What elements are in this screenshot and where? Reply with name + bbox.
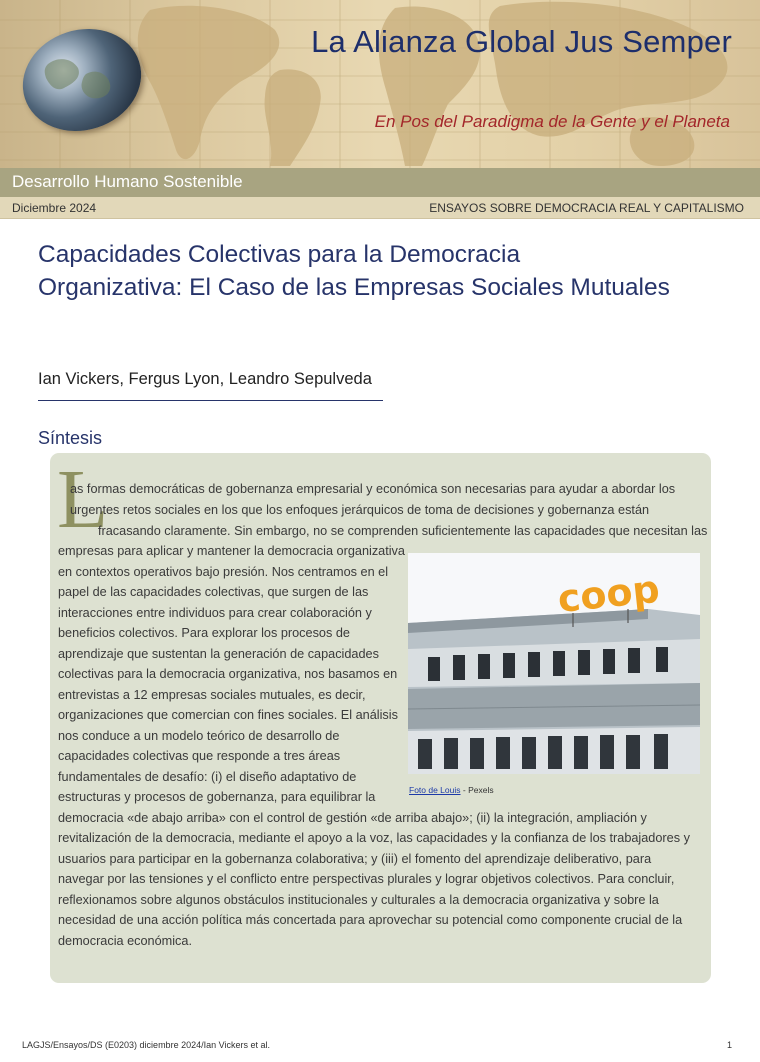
photo-credit-source: - Pexels (460, 785, 494, 795)
abstract-line: reflexionamos sobre algunos obstáculos institucionales y culturales a la democracia organizativa y sobre la (58, 893, 659, 907)
authors: Ian Vickers, Fergus Lyon, Leandro Sepulveda (38, 370, 372, 388)
abstract-line: estructuras y procesos de gobernanza, para equilibrar la (58, 790, 376, 804)
coop-sign: coop (555, 566, 662, 622)
abstract-line: interacciones entre individuos para crear colaboración y (58, 606, 372, 620)
document-title-line-2: Organizativa: El Caso de las Empresas Sociales Mutuales (38, 274, 670, 301)
document-title-line-1: Capacidades Colectivas para la Democracia (38, 241, 521, 268)
photo-credit-link[interactable]: Foto de Louis (409, 785, 461, 795)
footer-citation: LAGJS/Ensayos/DS (E0203) diciembre 2024/Ian Vickers et al. (22, 1040, 270, 1050)
abstract-line: navegar por las tensiones y el conflicto entre perspectivas plurales y lograr objetivos colectivos. Para concluir, (58, 872, 675, 886)
header-banner (0, 0, 760, 168)
authors-divider (38, 400, 383, 401)
abstract-line: fracasando claramente. Sin embargo, no se comprenden suficientemente las capacidades que necesitan las (98, 524, 708, 538)
abstract-line: urgentes retos sociales en los que los enfoques jerárquicos de toma de decisiones y gobernanza están (70, 503, 650, 517)
organization-title: La Alianza Global Jus Semper (311, 24, 732, 59)
section-label: Desarrollo Humano Sostenible (12, 172, 243, 191)
abstract-line: as formas democráticas de gobernanza empresarial y económica son necesarias para ayudar a abordar los (70, 482, 676, 496)
abstract-line: empresas para aplicar y mantener la democracia organizativa (58, 544, 405, 558)
abstract-line: entrevistas a 12 empresas sociales mutuales, es decir, (58, 688, 366, 702)
date-bar (0, 197, 760, 219)
abstract-line: colectivas para la democracia organizativa, nos basamos en (58, 667, 398, 681)
abstract-heading: Síntesis (38, 428, 103, 448)
abstract-line: nos conduce a un modelo teórico de desarrollo de (58, 729, 340, 743)
abstract-line: papel de las capacidades colectivas, que surgen de las (58, 585, 369, 599)
abstract-line: organizaciones que comercian con fines sociales. El análisis (58, 708, 398, 722)
drop-cap: L (57, 453, 109, 546)
series-name: ENSAYOS SOBRE DEMOCRACIA REAL Y CAPITALISMO (429, 201, 744, 215)
coop-building-photo (408, 553, 700, 774)
issue-date: Diciembre 2024 (12, 201, 97, 215)
section-bar (0, 168, 760, 197)
globe-continents-graphic (34, 44, 126, 114)
organization-tagline: En Pos del Paradigma de la Gente y el Planeta (374, 112, 730, 131)
abstract-line: usuarios para participar en la gobernanza colaborativa; y (iii) el fomento del aprendizaje deliberativo, para (58, 852, 652, 866)
abstract-line: aprendizaje que sustentan la generación de capacidades (58, 647, 379, 661)
abstract-line: necesidad de una acción política más concertada para aprovechar su potencial como componente crucial de la (58, 913, 683, 927)
abstract-line: beneficios colectivos. Para explorar los procesos de (58, 626, 350, 640)
abstract-line: revitalización de la democracia, mediante el apoyo a la voz, las capacidades y la confianza de los trabajadores y (58, 831, 690, 845)
abstract-line: en contextos operativos bajo presión. Nos centramos en el (58, 565, 389, 579)
document-title (38, 238, 738, 304)
abstract-line: democracia económica. (58, 934, 192, 948)
photo-caption (409, 785, 494, 795)
coop-building-illustration (408, 553, 700, 774)
abstract-line: capacidades colectivas que responde a tres áreas (58, 749, 341, 763)
page-number: 1 (726, 1040, 732, 1050)
abstract-line: democracia «de abajo arriba» con el control de gestión «de arriba abajo»; (ii) la integración, ampliación y (58, 811, 647, 825)
abstract-line: fundamentales de desafío: (i) el diseño adaptativo de (58, 770, 357, 784)
